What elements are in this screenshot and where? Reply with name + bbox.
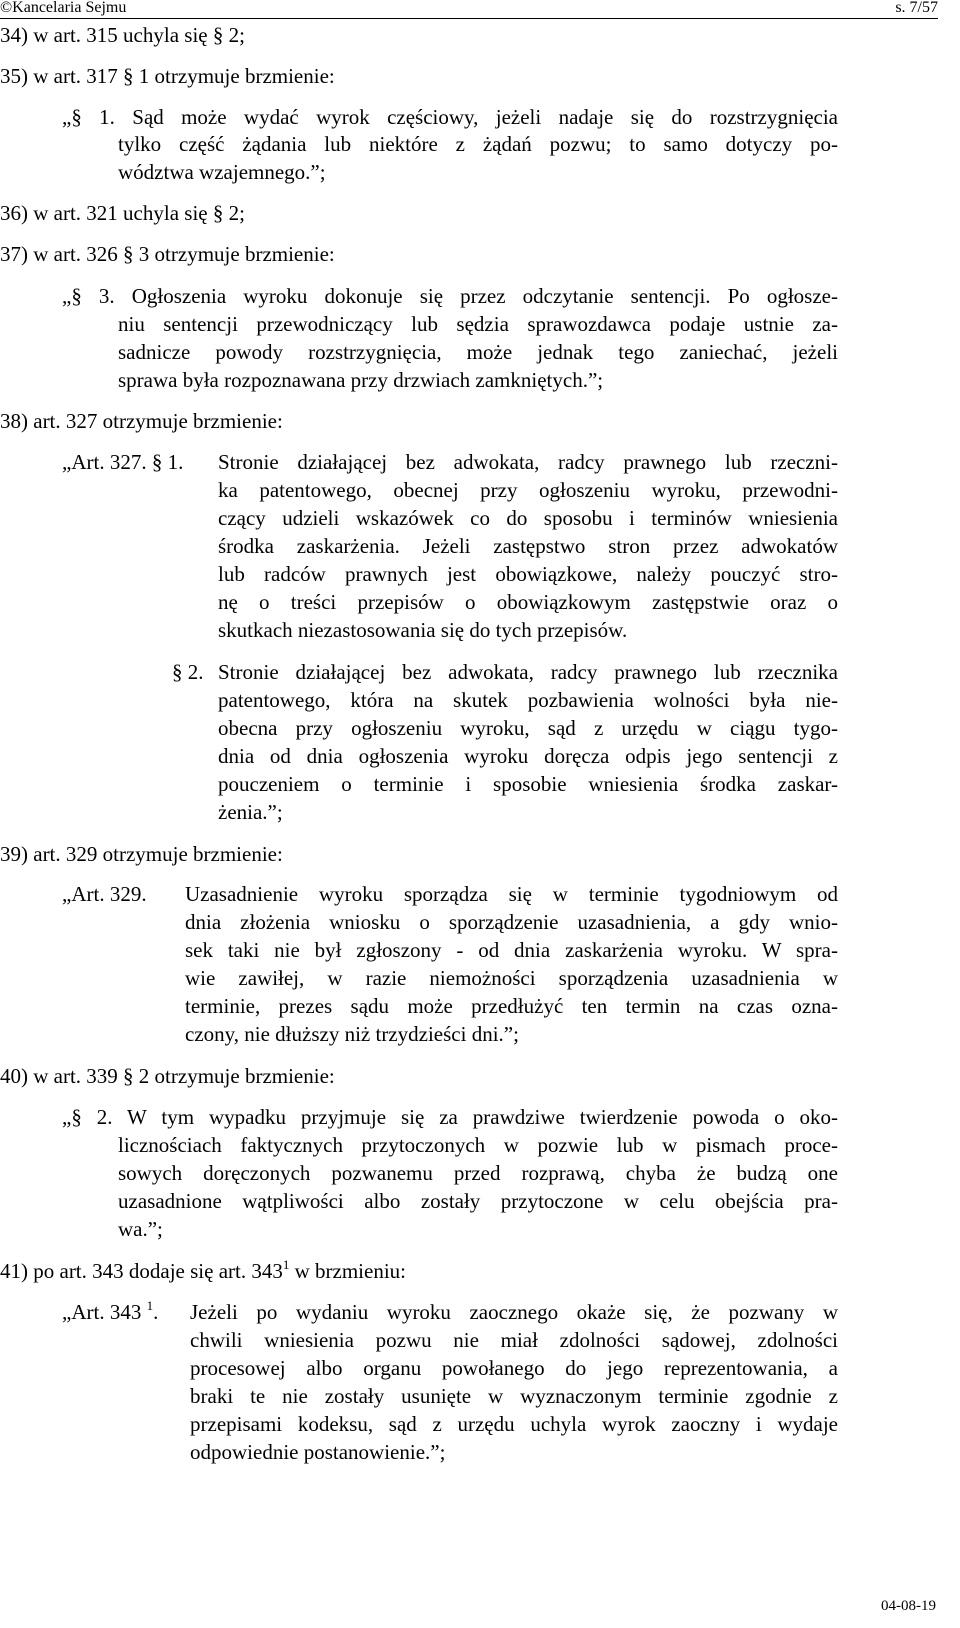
quote-line: skutkach niezastosowania się do tych przepisów. [218, 618, 628, 642]
quote-line: Jeżeli po wydaniu wyroku zaocznego okaże się, że pozwany w [190, 1300, 838, 1324]
quote-line: niu sentencji przewodniczący lub sędzia sprawozdawca podaje ustnie za- [118, 312, 838, 336]
superscript: 1 [146, 1298, 154, 1313]
section-2-label: § 2. [172, 660, 204, 684]
article-343-1-label [62, 1298, 158, 1326]
header-page-number: s. 7/57 [895, 0, 938, 16]
quote-line: „§ 3. Ogłoszenia wyroku dokonuje się przez odczytanie sentencji. Po ogłosze- [62, 284, 838, 308]
page-header [0, 0, 938, 19]
header-source: ©Kancelaria Sejmu [0, 0, 127, 16]
item-38: 38) art. 327 otrzymuje brzmienie: [0, 409, 283, 433]
quote-line: Stronie działającej bez adwokata, radcy prawnego lub rzeczni- [218, 450, 838, 474]
quote-line: nę o treści przepisów o obowiązkowym zastępstwie oraz o [218, 590, 838, 614]
item-41-text: 41) po art. 343 dodaje się art. 343 [0, 1259, 283, 1283]
quote-line: chwili wniesienia pozwu nie miał zdolności sądowej, zdolności [190, 1328, 838, 1352]
quote-line: czony, nie dłuższy niż trzydzieści dni.”; [185, 1022, 519, 1046]
item-39: 39) art. 329 otrzymuje brzmienie: [0, 842, 283, 866]
quote-line: sadnicze powody rozstrzygnięcia, może jednak tego zaniechać, jeżeli [118, 340, 838, 364]
quote-line: wie zawiłej, w razie niemożności sporządzenia uzasadnienia w [185, 966, 838, 990]
quote-line: sowych doręczonych pozwanemu przed rozprawą, chyba że budzą one [118, 1161, 838, 1185]
article-label-dot: . [153, 1300, 159, 1324]
quote-line: patentowego, która na skutek pozbawienia wolności była nie- [218, 688, 838, 712]
quote-line: lub radców prawnych jest obowiązkowe, należy pouczyć stro- [218, 562, 838, 586]
quote-line: czący udzieli wskazówek co do sposobu i terminów wniesienia [218, 506, 838, 530]
quote-line: wództwa wzajemnego.”; [118, 160, 326, 184]
quote-line: procesowej albo organu powołanego do jego reprezentowania, a [190, 1356, 838, 1380]
quote-line: środka zaskarżenia. Jeżeli zastępstwo stron przez adwokatów [218, 534, 838, 558]
article-329-label: „Art. 329. [62, 882, 147, 906]
item-35: 35) w art. 317 § 1 otrzymuje brzmienie: [0, 64, 335, 88]
quote-line: „§ 2. W tym wypadku przyjmuje się za prawdziwe twierdzenie powoda o oko- [62, 1105, 838, 1129]
footer-date: 04-08-19 [881, 1598, 936, 1614]
item-41-text-end: w brzmieniu: [294, 1259, 406, 1283]
item-34: 34) w art. 315 uchyla się § 2; [0, 23, 245, 47]
item-40: 40) w art. 339 § 2 otrzymuje brzmienie: [0, 1064, 335, 1088]
quote-line: przepisami kodeksu, sąd z urzędu uchyla wyrok zaoczny i wydaje [190, 1412, 838, 1436]
quote-line: tylko część żądania lub niektóre z żądań pozwu; to samo dotyczy po- [118, 132, 838, 156]
quote-line: terminie, prezes sądu może przedłużyć ten termin na czas ozna- [185, 994, 838, 1018]
superscript: 1 [282, 1257, 290, 1272]
quote-line: odpowiednie postanowienie.”; [190, 1440, 446, 1464]
quote-line: Uzasadnienie wyroku sporządza się w terminie tygodniowym od [185, 882, 838, 906]
quote-line: licznościach faktycznych przytoczonych w pozwie lub w pismach proce- [118, 1133, 838, 1157]
quote-line: sek taki nie był zgłoszony - od dnia zaskarżenia wyroku. W spra- [185, 938, 838, 962]
quote-line: ka patentowego, obecnej przy ogłoszeniu wyroku, przewodni- [218, 478, 838, 502]
item-41 [0, 1257, 406, 1285]
quote-line: uzasadnione wątpliwości albo zostały przytoczone w celu obejścia pra- [118, 1189, 838, 1213]
quote-line: obecna przy ogłoszeniu wyroku, sąd z urzędu w ciągu tygo- [218, 716, 838, 740]
quote-line: sprawa była rozpoznawana przy drzwiach zamkniętych.”; [118, 368, 604, 392]
quote-line: żenia.”; [218, 800, 283, 824]
article-label-text: „Art. 343 [62, 1300, 142, 1324]
quote-line: dnia od dnia ogłoszenia wyroku doręcza odpis jego sentencji z [218, 744, 838, 768]
item-37: 37) w art. 326 § 3 otrzymuje brzmienie: [0, 242, 335, 266]
quote-line: Stronie działającej bez adwokata, radcy prawnego lub rzecznika [218, 660, 838, 684]
quote-line: braki te nie zostały usunięte w wyznaczonym terminie zgodnie z [190, 1384, 838, 1408]
quote-line: dnia złożenia wniosku o sporządzenie uzasadnienia, a gdy wnio- [185, 910, 838, 934]
quote-line: „§ 1. Sąd może wydać wyrok częściowy, jeżeli nadaje się do rozstrzygnięcia [62, 105, 838, 129]
item-36: 36) w art. 321 uchyla się § 2; [0, 201, 245, 225]
quote-line: wa.”; [118, 1217, 163, 1241]
article-327-label: „Art. 327. § 1. [62, 450, 184, 474]
quote-line: pouczeniem o terminie i sposobie wniesienia środka zaskar- [218, 772, 838, 796]
